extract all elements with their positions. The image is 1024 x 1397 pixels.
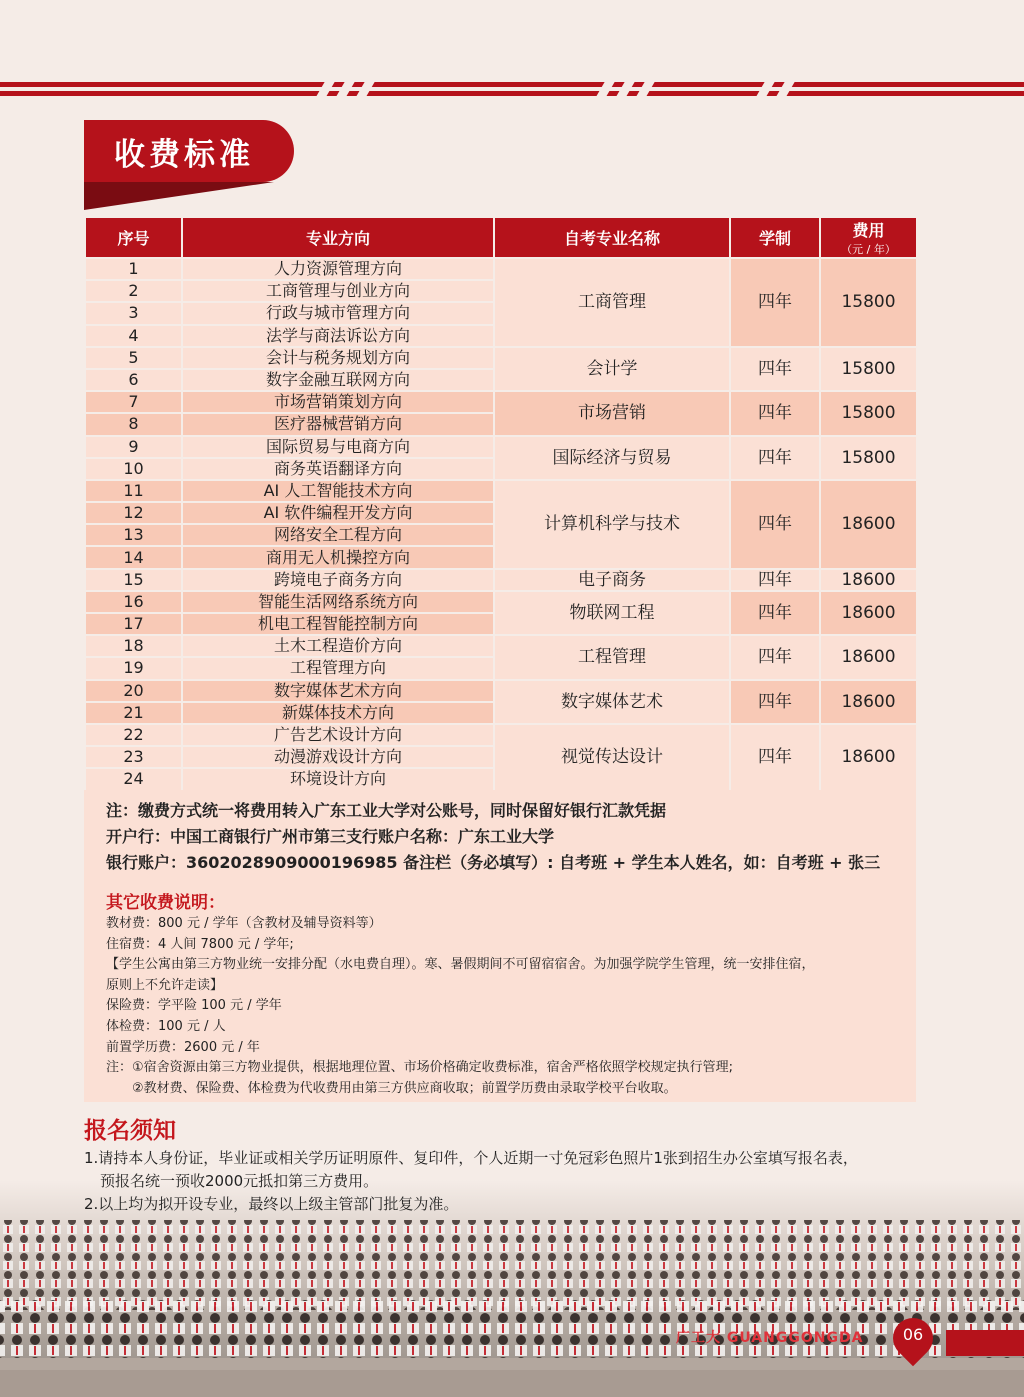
row-no: 1	[85, 258, 182, 280]
other-fee-item: 注：①宿舍资源由第三方物业提供，根据地理位置、市场价格确定收费标准，宿舍严格依照学校规定执行管理;	[106, 1060, 734, 1076]
row-direction: 广告艺术设计方向	[182, 724, 494, 746]
row-direction: 市场营销策划方向	[182, 391, 494, 413]
row-direction: 国际贸易与电商方向	[182, 436, 494, 458]
row-direction: 医疗器械营销方向	[182, 413, 494, 435]
signup-list	[84, 1147, 944, 1216]
payment-notes	[106, 798, 880, 876]
footer-brand: 广工大 GUANGGONGDA	[676, 1330, 864, 1346]
title-shadow	[84, 182, 274, 210]
group-major: 国际经济与贸易	[494, 436, 730, 480]
row-no: 7	[85, 391, 182, 413]
other-fees-title: 其它收费说明：	[106, 893, 225, 913]
row-direction: 会计与税务规划方向	[182, 347, 494, 369]
signup-title: 报名须知	[84, 1117, 176, 1144]
signup-item: 1.请持本人身份证，毕业证或相关学历证明原件、复印件，个人近期一寸免冠彩色照片1张到招生办公室填写报名表，	[84, 1149, 858, 1167]
header-fee-unit: （元 / 年）	[841, 243, 896, 256]
notes-box	[84, 790, 916, 1102]
bank-name-line: 开户行：中国工商银行广州市第三支行账户名称：广东工业大学	[106, 827, 555, 846]
row-direction: 数字媒体艺术方向	[182, 680, 494, 702]
group-duration: 四年	[730, 680, 820, 724]
row-no: 15	[85, 569, 182, 591]
row-direction: 动漫游戏设计方向	[182, 746, 494, 768]
group-major: 视觉传达设计	[494, 724, 730, 791]
header-direction: 专业方向	[182, 217, 494, 258]
payment-note-line: 注：缴费方式统一将费用转入广东工业大学对公账号，同时保留好银行汇款凭据	[106, 801, 667, 820]
row-direction: 商务英语翻译方向	[182, 458, 494, 480]
row-no: 20	[85, 680, 182, 702]
group-duration: 四年	[730, 391, 820, 435]
row-no: 10	[85, 458, 182, 480]
group-fee: 15800	[820, 347, 917, 391]
table-row	[85, 591, 917, 613]
row-no: 24	[85, 768, 182, 790]
bank-account-line: 银行账户：3602028909000196985 备注栏（务必填写）: 自考班 + 学生本人姓名，如：自考班 + 张三	[106, 853, 881, 872]
row-direction: 土木工程造价方向	[182, 635, 494, 657]
group-duration: 四年	[730, 724, 820, 791]
row-direction: AI 人工智能技术方向	[182, 480, 494, 502]
group-major: 会计学	[494, 347, 730, 391]
row-no: 14	[85, 546, 182, 568]
row-no: 17	[85, 613, 182, 635]
row-direction: 工商管理与创业方向	[182, 280, 494, 302]
row-no: 22	[85, 724, 182, 746]
group-duration: 四年	[730, 436, 820, 480]
group-duration: 四年	[730, 347, 820, 391]
group-fee: 18600	[820, 724, 917, 791]
row-direction: 跨境电子商务方向	[182, 569, 494, 591]
group-major: 工程管理	[494, 635, 730, 679]
other-fee-item: 【学生公寓由第三方物业统一安排分配（水电费自理）。寒、暑假期间不可留宿宿舍。为加强学院学生管理，统一安排住宿，	[106, 957, 815, 973]
row-direction: 智能生活网络系统方向	[182, 591, 494, 613]
row-direction: 商用无人机操控方向	[182, 546, 494, 568]
group-fee: 18600	[820, 569, 917, 591]
row-direction: 工程管理方向	[182, 657, 494, 679]
row-direction: 行政与城市管理方向	[182, 302, 494, 324]
other-fee-item: 原则上不允许走读】	[106, 977, 224, 993]
row-no: 6	[85, 369, 182, 391]
row-direction: 法学与商法诉讼方向	[182, 325, 494, 347]
other-fee-item: 教材费：800 元 / 学年（含教材及辅导资料等）	[106, 916, 382, 931]
other-fee-item: 住宿费：4 人间 7800 元 / 学年;	[106, 936, 294, 952]
row-no: 3	[85, 302, 182, 324]
table-row	[85, 680, 917, 702]
group-fee: 18600	[820, 480, 917, 569]
row-direction: 机电工程智能控制方向	[182, 613, 494, 635]
row-no: 9	[85, 436, 182, 458]
row-direction: 数字金融互联网方向	[182, 369, 494, 391]
header-no: 序号	[85, 217, 182, 258]
group-duration: 四年	[730, 635, 820, 679]
table-row	[85, 635, 917, 657]
row-no: 16	[85, 591, 182, 613]
row-no: 13	[85, 524, 182, 546]
group-major: 工商管理	[494, 258, 730, 347]
group-fee: 18600	[820, 680, 917, 724]
row-no: 12	[85, 502, 182, 524]
table-row	[85, 258, 917, 280]
row-direction: 环境设计方向	[182, 768, 494, 790]
header-fee	[820, 217, 917, 258]
row-direction: 人力资源管理方向	[182, 258, 494, 280]
row-no: 23	[85, 746, 182, 768]
group-major: 计算机科学与技术	[494, 480, 730, 569]
table-row	[85, 347, 917, 369]
row-no: 5	[85, 347, 182, 369]
group-fee: 15800	[820, 436, 917, 480]
other-fee-item: 前置学历费：2600 元 / 年	[106, 1039, 260, 1055]
group-duration: 四年	[730, 569, 820, 591]
table-header-row	[85, 217, 917, 258]
row-no: 11	[85, 480, 182, 502]
other-fee-item: 保险费：学平险 100 元 / 学年	[106, 998, 282, 1014]
group-fee: 18600	[820, 635, 917, 679]
group-major: 电子商务	[494, 569, 730, 591]
row-no: 19	[85, 657, 182, 679]
header-major: 自考专业名称	[494, 217, 730, 258]
other-fees-list	[106, 914, 906, 1099]
signup-item: 预报名统一预收2000元抵扣第三方费用。	[100, 1172, 379, 1190]
table-row	[85, 569, 917, 591]
group-major: 市场营销	[494, 391, 730, 435]
group-fee: 15800	[820, 258, 917, 347]
other-fee-item: ②教材费、保险费、体检费为代收费用由第三方供应商收取；前置学历费由录取学校平台收取。	[132, 1080, 677, 1096]
group-duration: 四年	[730, 258, 820, 347]
row-no: 8	[85, 413, 182, 435]
table-row	[85, 436, 917, 458]
header-duration: 学制	[730, 217, 820, 258]
group-duration: 四年	[730, 480, 820, 569]
group-major: 数字媒体艺术	[494, 680, 730, 724]
row-direction: AI 软件编程开发方向	[182, 502, 494, 524]
signup-item: 2.以上均为拟开设专业，最终以上级主管部门批复为准。	[84, 1195, 459, 1213]
row-direction: 新媒体技术方向	[182, 702, 494, 724]
group-major: 物联网工程	[494, 591, 730, 635]
row-direction: 网络安全工程方向	[182, 524, 494, 546]
fee-table	[84, 216, 918, 792]
row-no: 21	[85, 702, 182, 724]
row-no: 2	[85, 280, 182, 302]
group-duration: 四年	[730, 591, 820, 635]
group-fee: 15800	[820, 391, 917, 435]
header-fee-label: 费用	[852, 221, 885, 240]
row-no: 4	[85, 325, 182, 347]
row-no: 18	[85, 635, 182, 657]
top-stripes	[0, 82, 1024, 104]
table-row	[85, 480, 917, 502]
page-number: 06	[902, 1325, 924, 1344]
group-fee: 18600	[820, 591, 917, 635]
section-title: 收费标准	[84, 120, 294, 182]
footer-band	[946, 1330, 1024, 1356]
table-row	[85, 391, 917, 413]
other-fee-item: 体检费：100 元 / 人	[106, 1018, 226, 1034]
table-row	[85, 724, 917, 746]
